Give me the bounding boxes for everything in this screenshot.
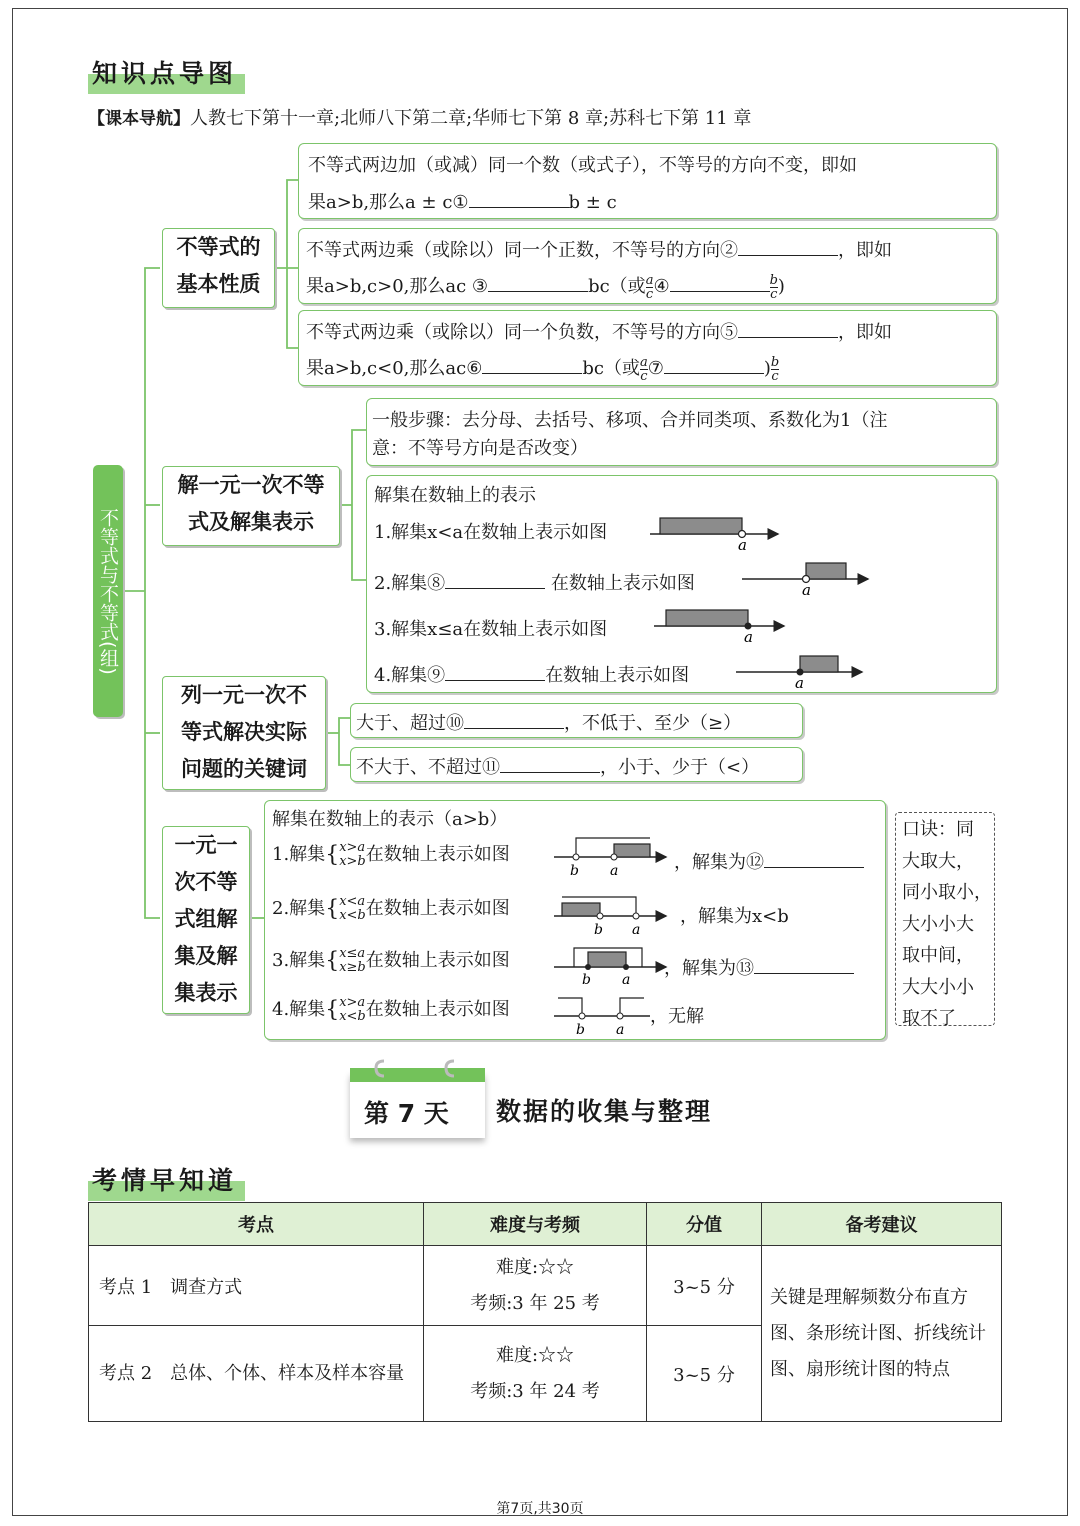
table-header-row — [89, 1203, 1002, 1246]
day-banner — [350, 1072, 485, 1138]
inequality: x>a — [339, 840, 366, 855]
number-line-2 — [742, 563, 868, 599]
system-number-line-3 — [554, 948, 666, 988]
system-row-1-result — [674, 848, 864, 874]
node-keywords — [162, 676, 326, 790]
node-title: 列一元一次不 — [181, 683, 307, 707]
point-label-a: a — [610, 863, 619, 879]
numerator: a — [645, 272, 654, 288]
system-row-2 — [272, 894, 510, 923]
text: 在数轴上表示如图 — [365, 950, 510, 971]
header-score: 分值 — [647, 1203, 762, 1246]
cell-advice: 关键是理解频数分布直方图、条形统计图、折线统计图、扇形统计图的特点 — [762, 1246, 1002, 1422]
text: 不等式两边乘（或除以）同一个正数，不等号的方向② — [306, 240, 738, 261]
root-topic: 不等式与不等式(组) — [93, 465, 123, 717]
system-number-line-1 — [554, 838, 666, 879]
text: 果a>b,那么a ± c① — [308, 192, 469, 213]
text: 果a>b,c<0,那么ac⑥ — [306, 358, 483, 379]
answer-blank-8[interactable] — [445, 574, 545, 589]
property-2-line-2: 果a>b,c>0,那么ac ③ bc（或 $\frac{a}{c}$ ④ $\frac{b}{c}$ ) — [306, 272, 785, 302]
brace: { — [325, 997, 340, 1023]
number-line-4 — [736, 656, 862, 692]
text: 在数轴上表示如图 — [365, 999, 510, 1020]
cell-difficulty — [424, 1326, 647, 1422]
inequality: x≤a — [339, 946, 366, 961]
fraction-b-over-c — [770, 274, 778, 301]
text: ，小于、少于（<） — [600, 757, 760, 778]
point-label-b: b — [594, 922, 603, 938]
number-line-3 — [654, 610, 784, 646]
text: bc（或 — [588, 276, 646, 297]
brace: { — [325, 842, 340, 868]
point-label-b: b — [576, 1022, 585, 1038]
node-title: 式组解 — [174, 907, 238, 931]
node-system — [162, 826, 250, 1014]
answer-blank-1[interactable] — [469, 193, 569, 208]
text: ④ — [653, 276, 670, 297]
difficulty-text: 难度:☆☆ — [495, 1256, 575, 1278]
frequency-text: 考频:3 年 24 考 — [470, 1380, 600, 1402]
cell-point: 考点 1 调查方式 — [89, 1246, 424, 1326]
system-number-lines — [548, 830, 678, 1040]
inequality: x<b — [339, 1009, 366, 1024]
point-label-a: a — [738, 536, 747, 554]
node-title: 式及解集表示 — [188, 510, 314, 534]
cell-point: 考点 2 总体、个体、样本及样本容量 — [89, 1326, 424, 1422]
answer-blank-6[interactable] — [482, 359, 582, 374]
difficulty-text: 难度:☆☆ — [495, 1344, 575, 1366]
text: 在数轴上表示如图 — [550, 573, 695, 594]
node-title: 次不等 — [174, 870, 238, 894]
denominator: c — [645, 286, 654, 302]
answer-blank-10[interactable] — [464, 714, 564, 729]
cell-score: 3~5 分 — [647, 1326, 762, 1422]
node-title: 集表示 — [174, 981, 238, 1005]
text: 大于、超过⑩ — [356, 713, 464, 734]
steps-line-2: 意：不等号方向是否改变） — [372, 438, 588, 459]
text: 2.解集 — [272, 898, 326, 919]
cell-score: 3~5 分 — [647, 1246, 762, 1326]
node-title: 解一元一次不等 — [177, 473, 325, 497]
point-label-a: a — [616, 1022, 625, 1038]
node-title: 一元一 — [174, 833, 238, 857]
header-advice: 备考建议 — [762, 1203, 1002, 1246]
property-2-line-1 — [306, 236, 892, 262]
inequality: x>a — [339, 995, 366, 1010]
system-row-2-result: ，解集为x<b — [680, 906, 789, 927]
answer-blank-12[interactable] — [764, 853, 864, 868]
nav-label: 【课本导航】 — [88, 109, 190, 129]
inequality: x<b — [339, 908, 366, 923]
nav-text: 人教七下第十一章;北师八下第二章;华师七下第 8 章;苏科七下第 11 章 — [190, 108, 752, 129]
section-title: 知识点导图 — [88, 52, 245, 94]
text: ，即如 — [838, 240, 892, 261]
denominator: c — [770, 286, 778, 302]
system-pair — [339, 841, 366, 869]
answer-blank-13[interactable] — [754, 959, 854, 974]
day-number: 第 7 天 — [364, 1099, 449, 1128]
point-label-a: a — [802, 581, 811, 599]
property-3-line-1 — [306, 318, 892, 344]
text: ，解集为⑫ — [674, 852, 764, 873]
node-basic-properties — [162, 228, 275, 308]
denominator: c — [640, 368, 648, 384]
inequality: x>b — [339, 854, 366, 869]
number-line-title: 解集在数轴上的表示 — [374, 485, 536, 506]
text: bc（或 — [582, 358, 640, 379]
system-pair — [339, 947, 366, 975]
system-row-4-result: ，无解 — [650, 1006, 704, 1027]
system-number-line-4 — [554, 998, 650, 1038]
day-title: 数据的收集与整理 — [496, 1097, 713, 1126]
text: 4.解集⑨ — [374, 665, 446, 686]
number-line-1 — [650, 518, 778, 554]
node-title: 等式解决实际 — [181, 720, 307, 744]
numerator: b — [769, 272, 778, 288]
text: ，即如 — [838, 322, 892, 343]
inequality: x≥b — [339, 960, 366, 975]
system-row-4 — [272, 995, 510, 1024]
system-row-3-result — [664, 954, 854, 980]
system-row-3 — [272, 946, 510, 975]
text: 不等式两边乘（或除以）同一个负数，不等号的方向⑤ — [306, 322, 738, 343]
text: 在数轴上表示如图 — [545, 665, 690, 686]
system-pair — [339, 996, 366, 1024]
keyword-row-2 — [356, 753, 759, 779]
point-label-a: a — [795, 674, 804, 692]
text: ，解集为⑬ — [664, 958, 754, 979]
property-3-line-2: 果a>b,c<0,那么ac⑥ bc（或 $\frac{a}{c}$ ⑦ ) $\frac{b}{c}$ — [306, 354, 780, 384]
text: ⑦ — [647, 358, 664, 379]
denominator: c — [771, 368, 779, 384]
steps-line-1: 一般步骤：去分母、去括号、移项、合并同类项、系数化为1（注 — [372, 410, 888, 431]
numerator: a — [639, 354, 648, 370]
answer-blank-5[interactable] — [738, 323, 838, 338]
header-difficulty: 难度与考频 — [424, 1203, 647, 1246]
binder-rings-icon — [370, 1058, 470, 1080]
inequality: x<a — [339, 894, 366, 909]
node-solving — [162, 466, 340, 546]
numerator: b — [770, 354, 780, 370]
text: ，不低于、至少（≥） — [564, 713, 742, 734]
system-row-1 — [272, 840, 510, 869]
system-number-line-2 — [554, 897, 666, 938]
keyword-row-1 — [356, 709, 741, 735]
answer-blank-11[interactable] — [500, 758, 600, 773]
text: 3.解集 — [272, 950, 326, 971]
table-row — [89, 1246, 1002, 1326]
exam-table — [88, 1202, 1002, 1422]
cell-difficulty — [424, 1246, 647, 1326]
mnemonic-box: 口诀：同 大取大， 同小取小， 大小小大 取中间， 大大小小 取不了 — [895, 812, 995, 1026]
system-title: 解集在数轴上的表示（a>b） — [272, 809, 508, 830]
answer-blank-3[interactable] — [488, 277, 588, 292]
node-title: 不等式的 — [176, 235, 261, 259]
point-label-a: a — [744, 628, 753, 646]
exam-section-title: 考情早知道 — [88, 1159, 245, 1201]
brace: { — [325, 948, 340, 974]
single-inequality-number-lines — [640, 512, 890, 692]
point-label-b: b — [582, 972, 591, 988]
solve-row-1: 1.解集x<a在数轴上表示如图 — [374, 522, 608, 543]
node-title: 问题的关键词 — [181, 757, 307, 781]
text: 果a>b,c>0,那么ac ③ — [306, 276, 489, 297]
answer-blank-9[interactable] — [445, 666, 545, 681]
system-pair — [339, 895, 366, 923]
text: 1.解集 — [272, 844, 326, 865]
text: 在数轴上表示如图 — [365, 844, 510, 865]
answer-blank-2[interactable] — [738, 241, 838, 256]
text: 不大于、不超过⑪ — [356, 757, 500, 778]
point-label-a: a — [622, 972, 631, 988]
page-footer: 第7页,共30页 — [496, 1501, 584, 1517]
property-1-line-2 — [308, 188, 617, 214]
text: 4.解集 — [272, 999, 326, 1020]
answer-blank-4[interactable] — [670, 277, 770, 292]
text: b ± c — [568, 192, 617, 213]
node-title: 基本性质 — [176, 272, 261, 296]
fraction-b-over-c — [771, 356, 779, 383]
point-label-b: b — [570, 863, 579, 879]
text: 在数轴上表示如图 — [365, 898, 510, 919]
property-1-line-1: 不等式两边加（或减）同一个数（或式子），不等号的方向不变，即如 — [308, 155, 857, 176]
node-title: 集及解 — [174, 944, 238, 968]
brace: { — [325, 896, 340, 922]
header-point: 考点 — [89, 1203, 424, 1246]
fraction-a-over-c — [640, 356, 648, 383]
point-label-a: a — [632, 922, 641, 938]
answer-blank-7[interactable] — [664, 359, 764, 374]
solve-row-3: 3.解集x≤a在数轴上表示如图 — [374, 619, 608, 640]
frequency-text: 考频:3 年 25 考 — [470, 1292, 600, 1314]
text: 2.解集⑧ — [374, 573, 446, 594]
